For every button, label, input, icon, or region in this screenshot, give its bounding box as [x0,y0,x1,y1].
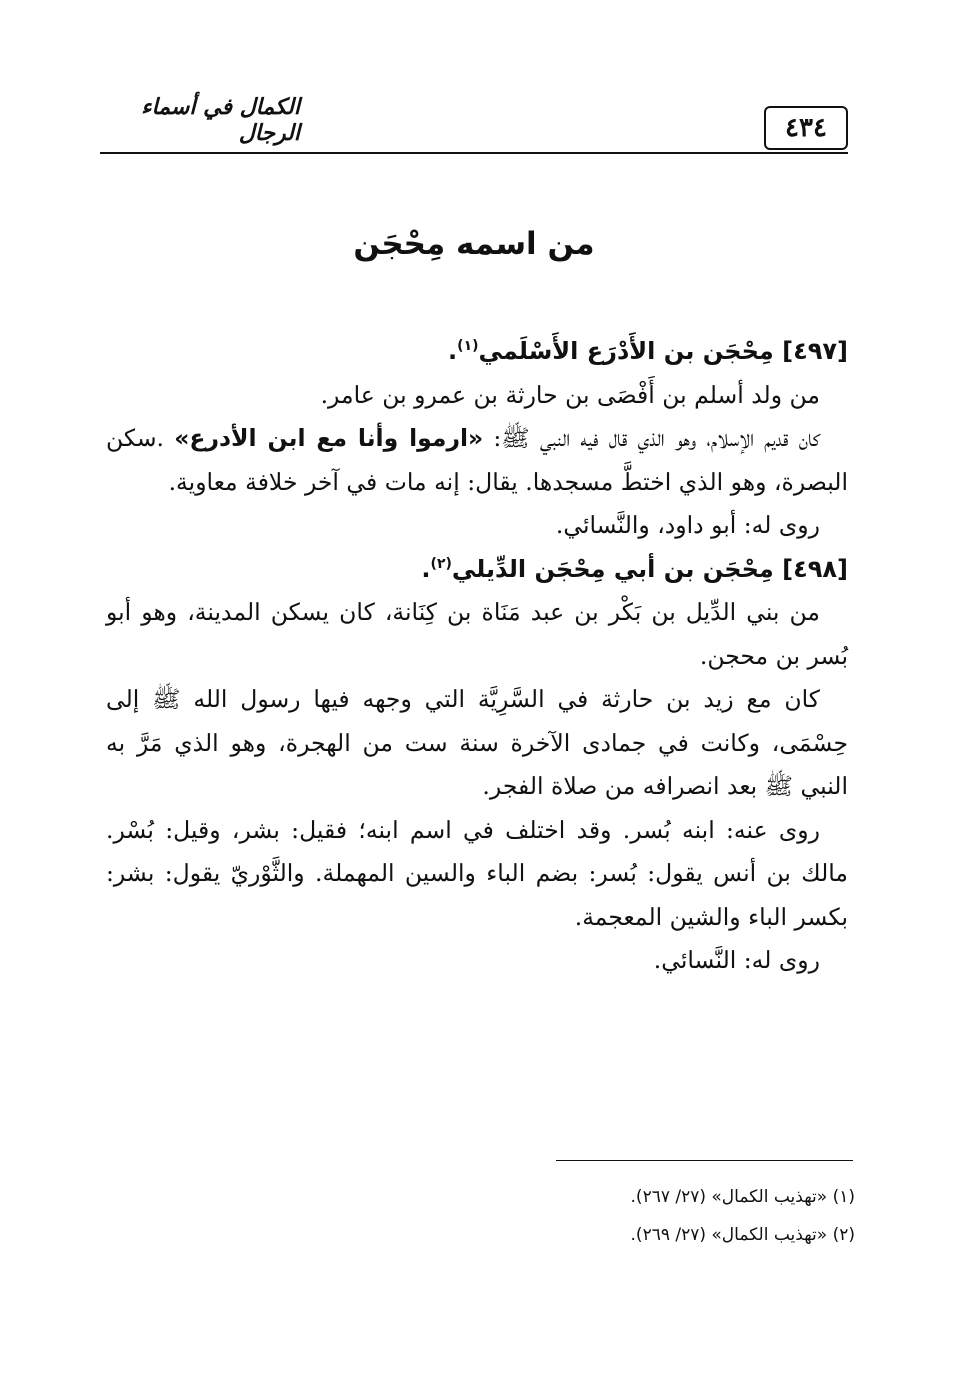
book-title: الكمال في أسماء الرجال [141,94,300,146]
footnote: (١) «تهذيب الكمال» (٢٧/ ٢٦٧). [630,1187,855,1207]
paragraph: روى له: أبو داود، والنَّسائي. [555,511,820,539]
main-text [106,330,848,983]
footnotes [400,1178,855,1254]
entry-heading-text: [٤٩٨] مِحْجَن بن أبي مِحْجَن الدِّيلي [451,554,848,583]
footnote-divider [556,1160,853,1161]
paragraph: كان مع زيد بن حارثة في السَّرِيَّة التي وجهه فيها رسول الله ﷺ إلى حِسْمَى، وكانت في جمادى الآخرة سنة ست من الهجرة، وهو الذي مَرَّ به النبي ﷺ بعد انصرافه من صلاة الفجر. [106,685,848,800]
paragraph: روى عنه: ابنه بُسر. وقد اختلف في اسم ابنه؛ فقيل: بشر، وقيل: بُسْر. مالك بن أنس يقول: بُسر: بضم الباء والسين المهملة. والثَّوْريّ يقول: بشر: بكسر الباء والشين المعجمة. [106,815,848,931]
footnote-mark: (١) [457,338,479,354]
footnote: (٢) «تهذيب الكمال» (٢٧/ ٢٦٩). [630,1225,855,1245]
paragraph: من بني الدِّيل بن بَكْر بن عبد مَنَاة بن كِنَانة، كان يسكن المدينة، وهو أبو بُسر بن محجن. [106,598,848,670]
entry-heading: [٤٩٧] مِحْجَن بن الأَدْرَع الأَسْلَمي$^{(١)}$. [448,337,848,365]
page-number: ٤٣٤ [764,106,848,150]
quote-bold: «ارموا وأنا مع ابن الأدرع» [174,424,484,452]
entry-heading-text: [٤٩٧] مِحْجَن بن الأَدْرَع الأَسْلَمي [478,337,848,365]
section-title: من اسمه مِحْجَن [353,226,595,262]
footnote-mark: (٢) [430,555,452,572]
paragraph: روى له: النَّسائي. [653,946,820,974]
header-divider [100,152,848,154]
paragraph: من ولد أسلم بن أَفْصَى بن حارثة بن عمرو بن عامر. [320,380,820,409]
entry-heading: [٤٩٨] مِحْجَن بن أبي مِحْجَن الدِّيلي$^{(٢)}$. [421,554,848,583]
paragraph: كان قديم الإسلام، وهو الذي قال فيه النبي ﷺ: «ارموا وأنا مع ابن الأدرع» .سكن البصرة، وهو الذي اختطَّ مسجدها. يقال: إنه مات في آخر خلافة معاوية. [106,424,848,496]
page-header [100,92,848,156]
